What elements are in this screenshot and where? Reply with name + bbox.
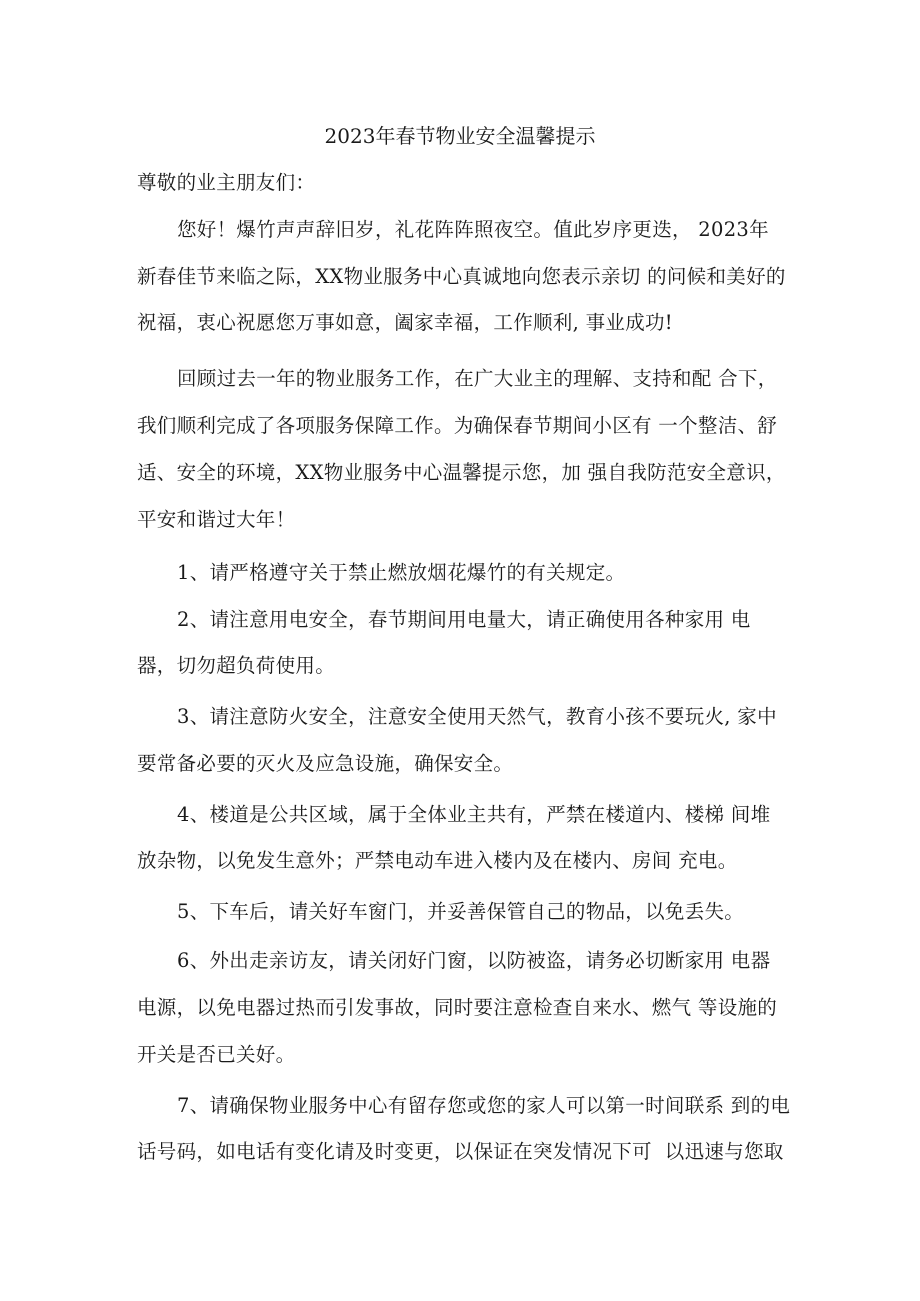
tip-5-line-1: 5、下车后，请关好车窗门，并妥善保管自己的物品，以免丢失。 <box>177 900 745 923</box>
tip-3-line-1: 3、请注意防火安全，注意安全使用天然气，教育小孩不要玩火, 家中 <box>177 705 777 728</box>
paragraph-review-line-4: 平安和谐过大年！ <box>137 508 296 531</box>
paragraph-greeting-line-1: 您好！爆竹声声辞旧岁，礼花阵阵照夜空。值此岁序更迭， 2023年 <box>177 218 769 241</box>
tip-4-line-2: 放杂物，以免发生意外；严禁电动车进入楼内及在楼内、房间 充电。 <box>137 849 738 872</box>
paragraph-review-line-3: 适、安全的环境，XX物业服务中心温馨提示您，加 强自我防范安全意识， <box>137 461 786 484</box>
document-title: 2023年春节物业安全温馨提示 <box>324 124 596 148</box>
tip-6-line-1: 6、外出走亲访友，请关闭好门窗，以防被盗，请务必切断家用 电器 <box>177 949 771 972</box>
tip-4-line-1: 4、楼道是公共区域，属于全体业主共有，严禁在楼道内、楼梯 间堆 <box>177 803 771 826</box>
tip-7-line-2: 话号码，如电话有变化请及时变更，以保证在突发情况下可 以迅速与您取 <box>137 1140 784 1163</box>
tip-7-line-1: 7、请确保物业服务中心有留存您或您的家人可以第一时间联系 到的电 <box>177 1094 791 1117</box>
paragraph-review-line-2: 我们顺利完成了各项服务保障工作。为确保春节期间小区有 一个整洁、舒 <box>137 414 778 437</box>
tip-1-line-1: 1、请严格遵守关于禁止燃放烟花爆竹的有关规定。 <box>177 561 626 584</box>
tip-6-line-2: 电源，以免电器过热而引发事故，同时要注意检查自来水、燃气 等设施的 <box>137 996 778 1019</box>
tip-2-line-1: 2、请注意用电安全，春节期间用电量大，请正确使用各种家用 电 <box>177 608 751 631</box>
paragraph-review-line-1: 回顾过去一年的物业服务工作，在广大业主的理解、支持和配 合下， <box>177 367 778 390</box>
paragraph-greeting-line-3: 祝福，衷心祝愿您万事如意，阖家幸福，工作顺利, 事业成功! <box>137 311 673 334</box>
paragraph-greeting-line-2: 新春佳节来临之际，XX物业服务中心真诚地向您表示亲切 的问候和美好的 <box>137 265 786 288</box>
tip-3-line-2: 要常备必要的灭火及应急设施，确保安全。 <box>137 752 514 775</box>
tip-2-line-2: 器，切勿超负荷使用。 <box>137 654 336 677</box>
tip-6-line-3: 开关是否已关好。 <box>137 1043 296 1066</box>
salutation: 尊敬的业主朋友们： <box>137 171 316 194</box>
